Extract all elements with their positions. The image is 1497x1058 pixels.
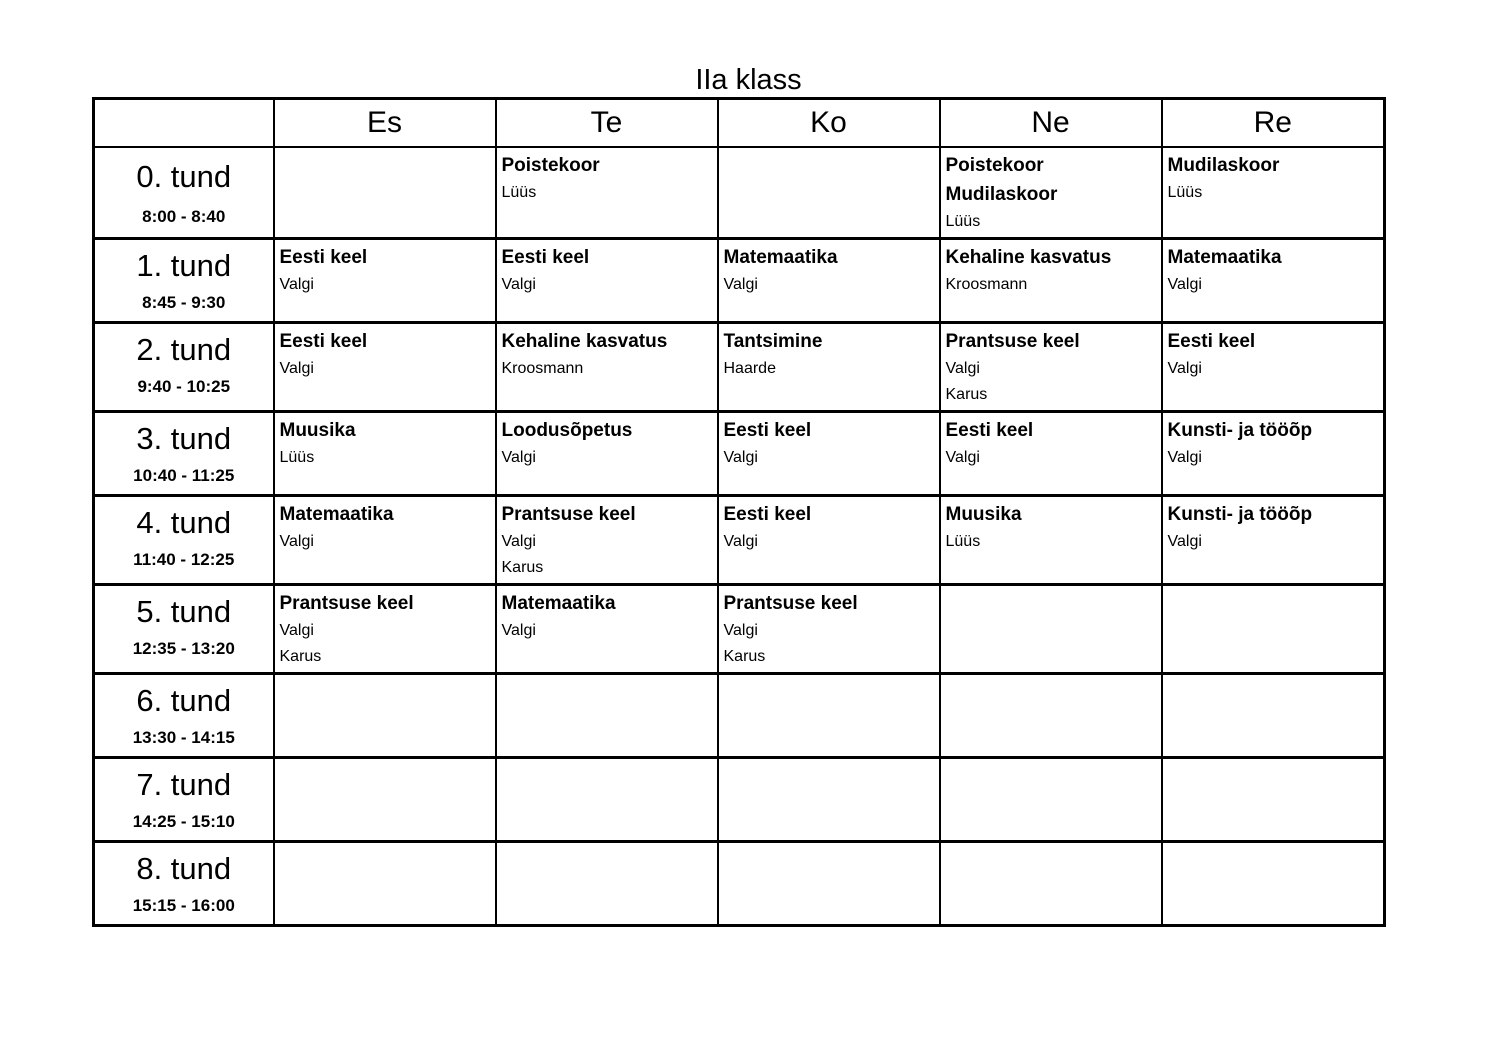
period-time: 8:00 - 8:40 — [142, 206, 226, 226]
corner-cell — [94, 99, 274, 147]
teacher-name: Valgi — [723, 621, 758, 639]
subject-name: Muusika — [279, 419, 356, 441]
subject-name: Eesti keel — [279, 330, 368, 352]
lesson-cell — [496, 757, 718, 841]
teacher-name: Valgi — [501, 448, 536, 466]
lesson-cell — [274, 757, 496, 841]
day-header-es: Es — [274, 99, 496, 147]
teacher-name: Valgi — [723, 448, 758, 466]
lesson-cell — [1162, 757, 1385, 841]
lesson-cell — [718, 495, 940, 584]
period-label: 7. tund — [136, 767, 232, 802]
lesson-cell — [718, 584, 940, 673]
subject-name: Kehaline kasvatus — [945, 246, 1112, 268]
lesson-cell — [1162, 411, 1385, 495]
lesson-cell — [274, 841, 496, 925]
period-time: 11:40 - 12:25 — [133, 549, 235, 569]
subject-name: Loodusõpetus — [501, 419, 633, 441]
period-label: 6. tund — [136, 683, 232, 718]
subject-name: Matemaatika — [1167, 246, 1282, 268]
lesson-cell — [718, 322, 940, 411]
lesson-cell — [718, 238, 940, 322]
subject-name: Prantsuse keel — [501, 503, 636, 525]
teacher-name: Lüüs — [945, 212, 981, 230]
period-label: 5. tund — [136, 594, 232, 629]
subject-name: Muusika — [945, 503, 1022, 525]
subject-name: Poistekoor — [501, 154, 600, 176]
teacher-name: Lüüs — [501, 183, 537, 201]
table-row — [94, 238, 1385, 322]
table-row — [94, 757, 1385, 841]
lesson-cell — [496, 495, 718, 584]
period-time: 10:40 - 11:25 — [133, 465, 235, 485]
lesson-cell — [1162, 147, 1385, 239]
subject-name: Eesti keel — [723, 503, 812, 525]
period-time: 13:30 - 14:15 — [132, 727, 235, 747]
lesson-cell — [274, 584, 496, 673]
subject-name: Prantsuse keel — [723, 592, 858, 614]
teacher-name: Valgi — [279, 359, 314, 377]
lesson-cell — [718, 673, 940, 757]
lesson-cell — [940, 757, 1162, 841]
teacher-name: Karus — [723, 647, 766, 665]
lesson-cell — [1162, 495, 1385, 584]
subject-name: Tantsimine — [723, 330, 823, 352]
subject-name: Eesti keel — [723, 419, 812, 441]
lesson-cell — [940, 322, 1162, 411]
teacher-name: Valgi — [279, 275, 314, 293]
lesson-cell — [718, 841, 940, 925]
teacher-name: Karus — [945, 385, 988, 403]
period-time: 12:35 - 13:20 — [132, 638, 235, 658]
teacher-name: Valgi — [1167, 448, 1202, 466]
period-label: 4. tund — [136, 505, 232, 540]
lesson-cell — [940, 411, 1162, 495]
subject-name: Mudilaskoor — [945, 183, 1058, 205]
period-cell — [94, 584, 274, 673]
teacher-name: Kroosmann — [501, 359, 584, 377]
teacher-name: Lüüs — [945, 532, 981, 550]
day-header-re: Re — [1162, 99, 1385, 147]
period-cell — [94, 673, 274, 757]
period-time: 14:25 - 15:10 — [132, 811, 235, 831]
subject-name: Eesti keel — [945, 419, 1034, 441]
day-header-ne: Ne — [940, 99, 1162, 147]
teacher-name: Kroosmann — [945, 275, 1028, 293]
subject-name: Eesti keel — [1167, 330, 1256, 352]
period-time: 8:45 - 9:30 — [142, 292, 226, 312]
lesson-cell — [274, 673, 496, 757]
lesson-cell — [940, 673, 1162, 757]
teacher-name: Valgi — [1167, 532, 1202, 550]
lesson-cell — [718, 757, 940, 841]
lesson-cell — [940, 495, 1162, 584]
lesson-cell — [1162, 841, 1385, 925]
teacher-name: Valgi — [501, 275, 536, 293]
subject-name: Matemaatika — [723, 246, 838, 268]
period-label: 8. tund — [136, 851, 232, 886]
teacher-name: Lüüs — [1167, 183, 1203, 201]
lesson-cell — [1162, 238, 1385, 322]
subject-name: Kunsti- ja tööõp — [1167, 419, 1313, 441]
period-cell — [94, 757, 274, 841]
period-label: 1. tund — [136, 248, 232, 283]
table-row — [94, 411, 1385, 495]
teacher-name: Valgi — [279, 532, 314, 550]
lesson-cell — [718, 147, 940, 239]
period-label: 3. tund — [136, 421, 232, 456]
subject-name: Matemaatika — [279, 503, 394, 525]
subject-name: Eesti keel — [279, 246, 368, 268]
teacher-name: Valgi — [945, 359, 980, 377]
day-header-ko: Ko — [718, 99, 940, 147]
lesson-cell — [496, 147, 718, 239]
teacher-name: Karus — [501, 558, 544, 576]
subject-name: Kunsti- ja tööõp — [1167, 503, 1313, 525]
lesson-cell — [496, 322, 718, 411]
lesson-cell — [718, 411, 940, 495]
table-row — [94, 322, 1385, 411]
teacher-name: Karus — [279, 647, 322, 665]
teacher-name: Valgi — [723, 532, 758, 550]
table-row — [94, 841, 1385, 925]
lesson-cell — [940, 841, 1162, 925]
period-cell — [94, 238, 274, 322]
subject-name: Prantsuse keel — [279, 592, 414, 614]
lesson-cell — [496, 841, 718, 925]
subject-name: Mudilaskoor — [1167, 154, 1280, 176]
lesson-cell — [940, 147, 1162, 239]
lesson-cell — [274, 238, 496, 322]
subject-name: Poistekoor — [945, 154, 1044, 176]
lesson-cell — [1162, 322, 1385, 411]
teacher-name: Valgi — [501, 621, 536, 639]
lesson-cell — [940, 584, 1162, 673]
table-row — [94, 495, 1385, 584]
teacher-name: Valgi — [723, 275, 758, 293]
period-cell — [94, 841, 274, 925]
timetable-body — [94, 147, 1385, 926]
lesson-cell — [496, 584, 718, 673]
page-title: IIa klass — [695, 64, 802, 96]
teacher-name: Lüüs — [279, 448, 315, 466]
period-cell — [94, 411, 274, 495]
lesson-cell — [274, 322, 496, 411]
teacher-name: Valgi — [279, 621, 314, 639]
teacher-name: Valgi — [945, 448, 980, 466]
period-time: 15:15 - 16:00 — [132, 895, 235, 915]
day-header-te: Te — [496, 99, 718, 147]
lesson-cell — [496, 411, 718, 495]
table-row — [94, 147, 1385, 239]
lesson-cell — [940, 238, 1162, 322]
subject-name: Kehaline kasvatus — [501, 330, 668, 352]
timetable-header-row — [94, 99, 1385, 147]
period-label: 2. tund — [136, 332, 232, 367]
teacher-name: Valgi — [501, 532, 536, 550]
lesson-cell — [1162, 584, 1385, 673]
period-cell — [94, 322, 274, 411]
lesson-cell — [274, 495, 496, 584]
subject-name: Prantsuse keel — [945, 330, 1080, 352]
period-time: 9:40 - 10:25 — [137, 376, 231, 396]
teacher-name: Valgi — [1167, 275, 1202, 293]
table-row — [94, 673, 1385, 757]
period-label: 0. tund — [136, 159, 232, 194]
lesson-cell — [1162, 673, 1385, 757]
teacher-name: Haarde — [723, 359, 776, 377]
period-cell — [94, 495, 274, 584]
period-cell — [94, 147, 274, 239]
lesson-cell — [496, 238, 718, 322]
table-row — [94, 584, 1385, 673]
timetable — [92, 97, 1386, 927]
lesson-cell — [496, 673, 718, 757]
lesson-cell — [274, 411, 496, 495]
subject-name: Eesti keel — [501, 246, 590, 268]
lesson-cell — [274, 147, 496, 239]
subject-name: Matemaatika — [501, 592, 616, 614]
teacher-name: Valgi — [1167, 359, 1202, 377]
